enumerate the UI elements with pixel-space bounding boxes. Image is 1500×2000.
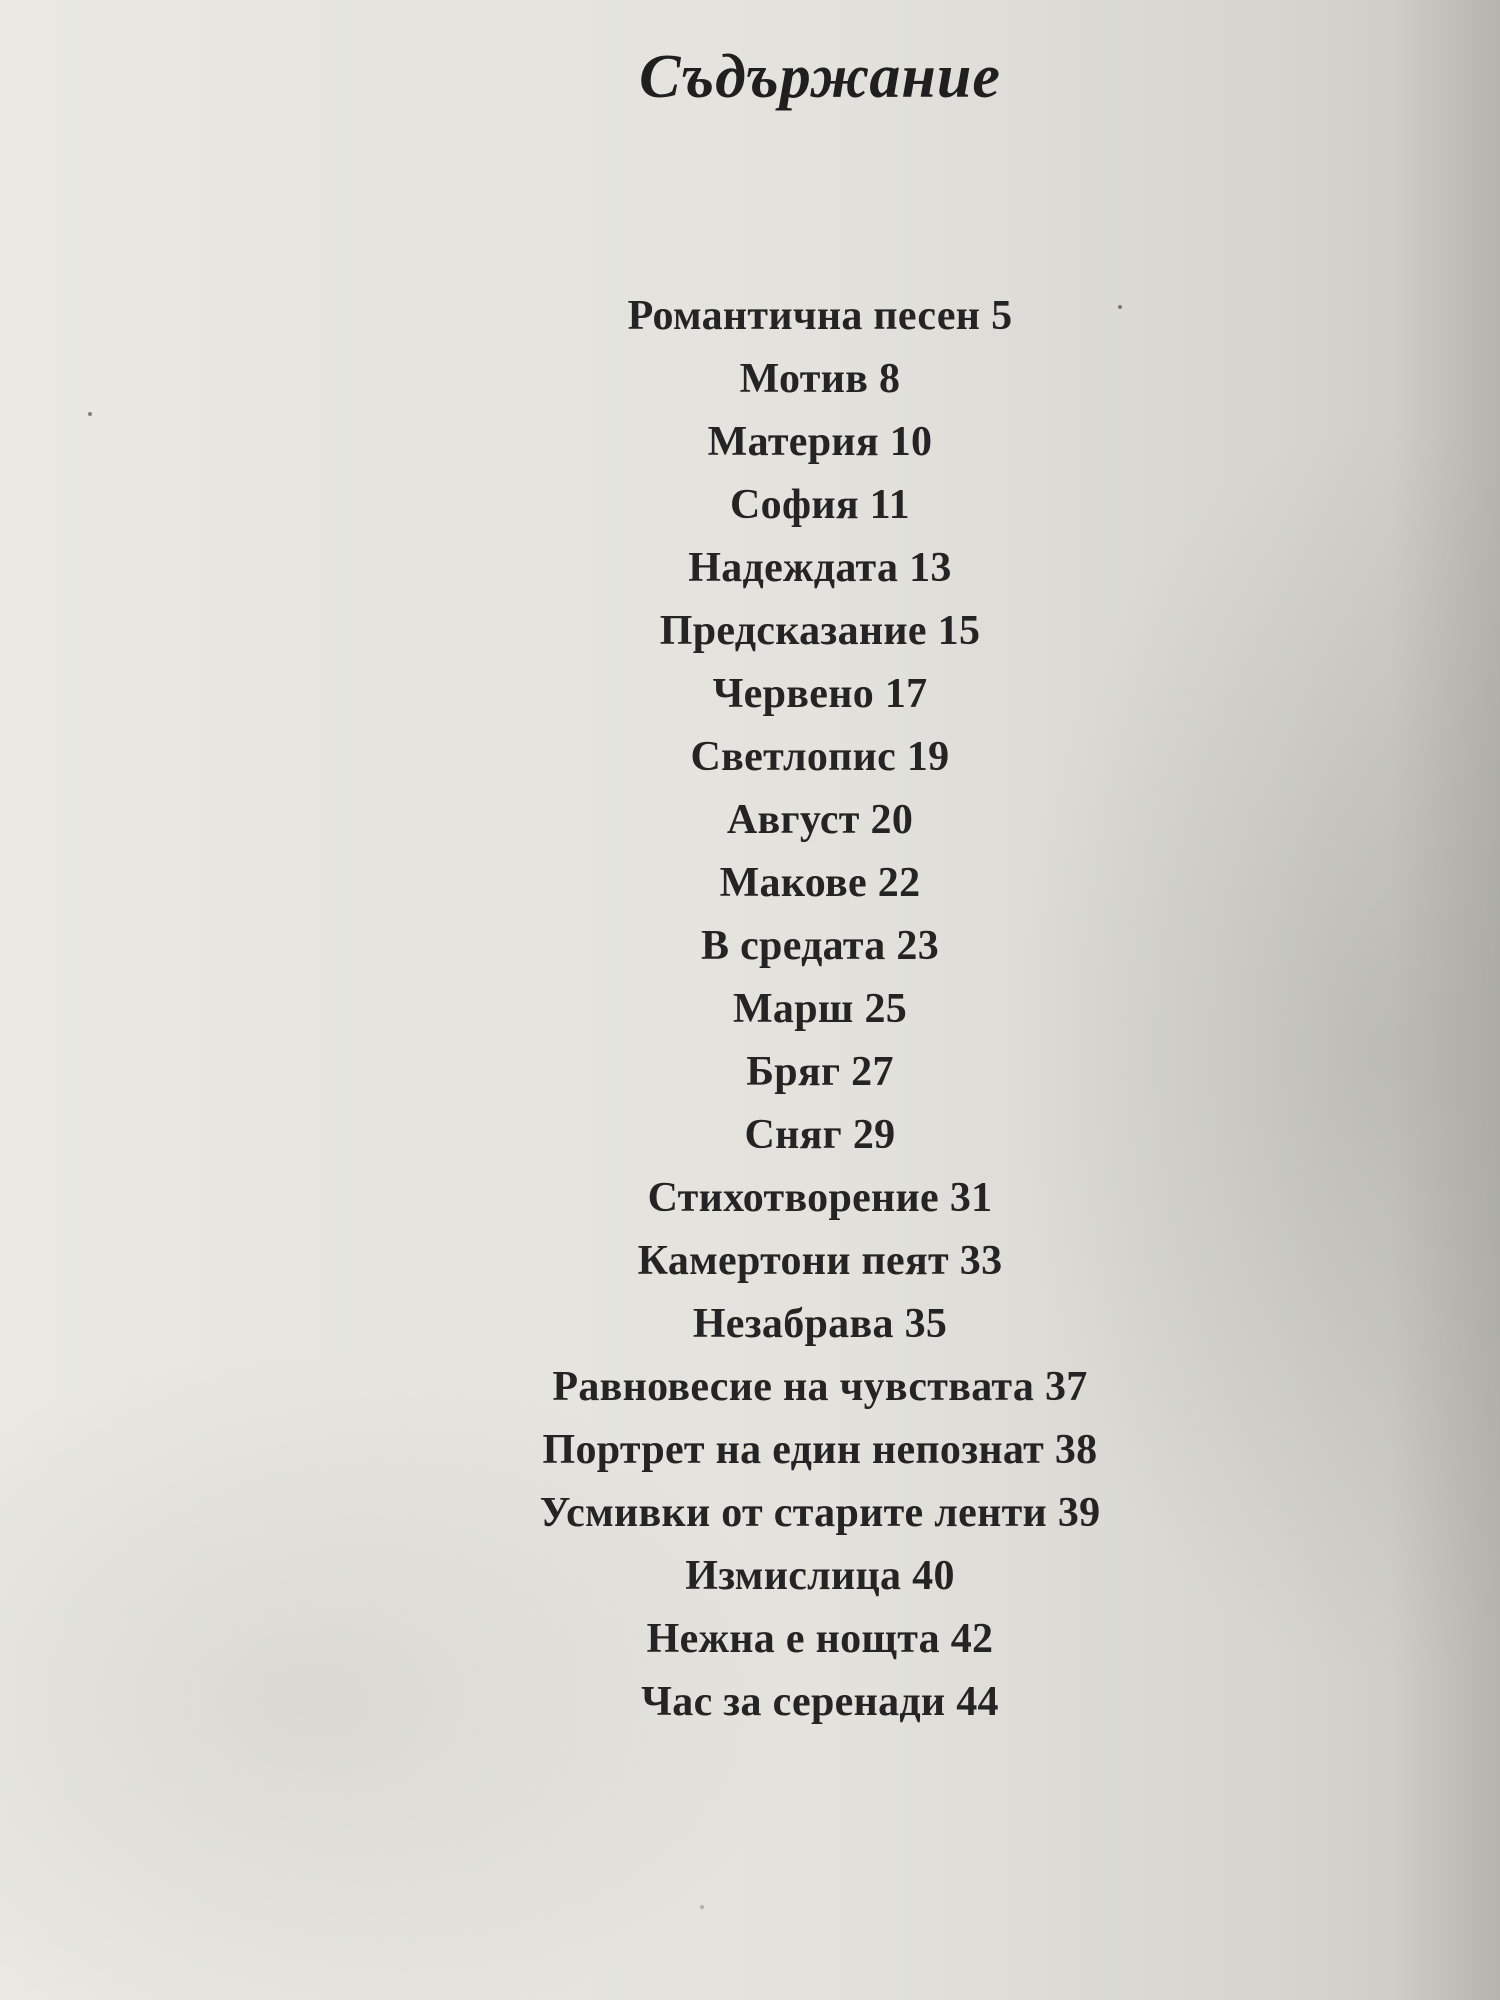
toc-entry-page: 37 [1045,1364,1088,1410]
toc-entry [0,537,1500,600]
toc-entry [0,852,1500,915]
toc-entry-page: 29 [852,1112,896,1158]
toc-entry-title: Марш [732,986,854,1032]
table-of-contents [0,285,1500,1734]
toc-entry [0,1230,1500,1293]
toc-entry-page: 33 [959,1238,1003,1284]
toc-entry-title: Светлопис [690,734,897,780]
toc-entry-page: 42 [950,1616,994,1662]
toc-entry-title: Червено [712,671,875,717]
toc-entry-title: Нежна е нощта [646,1616,940,1662]
toc-entry-title: В средата [700,923,886,969]
toc-entry-title: Незабрава [692,1301,894,1347]
toc-entry-page: 25 [864,986,908,1032]
toc-entry-page: 17 [884,671,928,717]
toc-entry-title: Усмивки от старите ленти [539,1490,1048,1536]
toc-entry [0,1293,1500,1356]
toc-entry-page: 40 [912,1553,955,1599]
toc-entry-page: 38 [1054,1427,1098,1473]
toc-entry-title: Надеждата [688,545,899,591]
toc-entry [0,978,1500,1041]
toc-entry-title: Час за серенади [641,1679,946,1725]
toc-entry-page: 10 [889,419,933,465]
toc-entry [0,915,1500,978]
toc-entry-title: Камертони пеят [637,1238,949,1284]
toc-entry-title: София [730,482,859,528]
toc-entry-title: Равновесие на чувствата [552,1364,1035,1410]
toc-entry-page: 39 [1057,1490,1101,1536]
toc-entry [0,1104,1500,1167]
toc-entry [0,600,1500,663]
toc-entry-title: Материя [707,419,879,465]
toc-entry [0,348,1500,411]
toc-entry-page: 5 [991,293,1013,339]
toc-entry-page: 22 [877,860,921,906]
toc-entry-title: Макове [719,860,867,906]
toc-entry-page: 11 [869,482,910,528]
toc-entry-page: 15 [937,608,981,654]
toc-entry-title: Портрет на един непознат [542,1427,1045,1473]
toc-entry-title: Измислица [685,1553,902,1599]
toc-entry-page: 20 [870,797,914,843]
toc-entry [0,1545,1500,1608]
toc-entry-page: 23 [896,923,940,969]
toc-entry-page: 13 [909,545,952,591]
toc-entry [0,1482,1500,1545]
toc-entry [0,1041,1500,1104]
paper-speck [700,1905,704,1909]
toc-entry-title: Мотив [739,356,869,402]
toc-entry-title: Август [726,797,860,843]
toc-entry [0,1608,1500,1671]
toc-entry [0,411,1500,474]
toc-entry [0,726,1500,789]
toc-entry-title: Бряг [746,1049,841,1095]
toc-entry-title: Сняг [744,1112,843,1158]
toc-entry [0,663,1500,726]
toc-entry-page: 44 [956,1679,999,1725]
toc-entry [0,1671,1500,1734]
page-title: Съдържание [639,43,1001,111]
toc-entry-title: Романтична песен [627,293,981,339]
toc-entry [0,1167,1500,1230]
toc-entry [0,789,1500,852]
toc-entry [0,1356,1500,1419]
toc-entry-page: 8 [879,356,901,402]
toc-entry-page: 27 [851,1049,894,1095]
toc-entry-page: 35 [904,1301,948,1347]
toc-entry [0,474,1500,537]
toc-entry-title: Стихотворение [647,1175,939,1221]
toc-entry-page: 31 [949,1175,993,1221]
toc-entry [0,285,1500,348]
toc-entry-page: 19 [906,734,950,780]
toc-entry-title: Предсказание [659,608,927,654]
toc-entry [0,1419,1500,1482]
